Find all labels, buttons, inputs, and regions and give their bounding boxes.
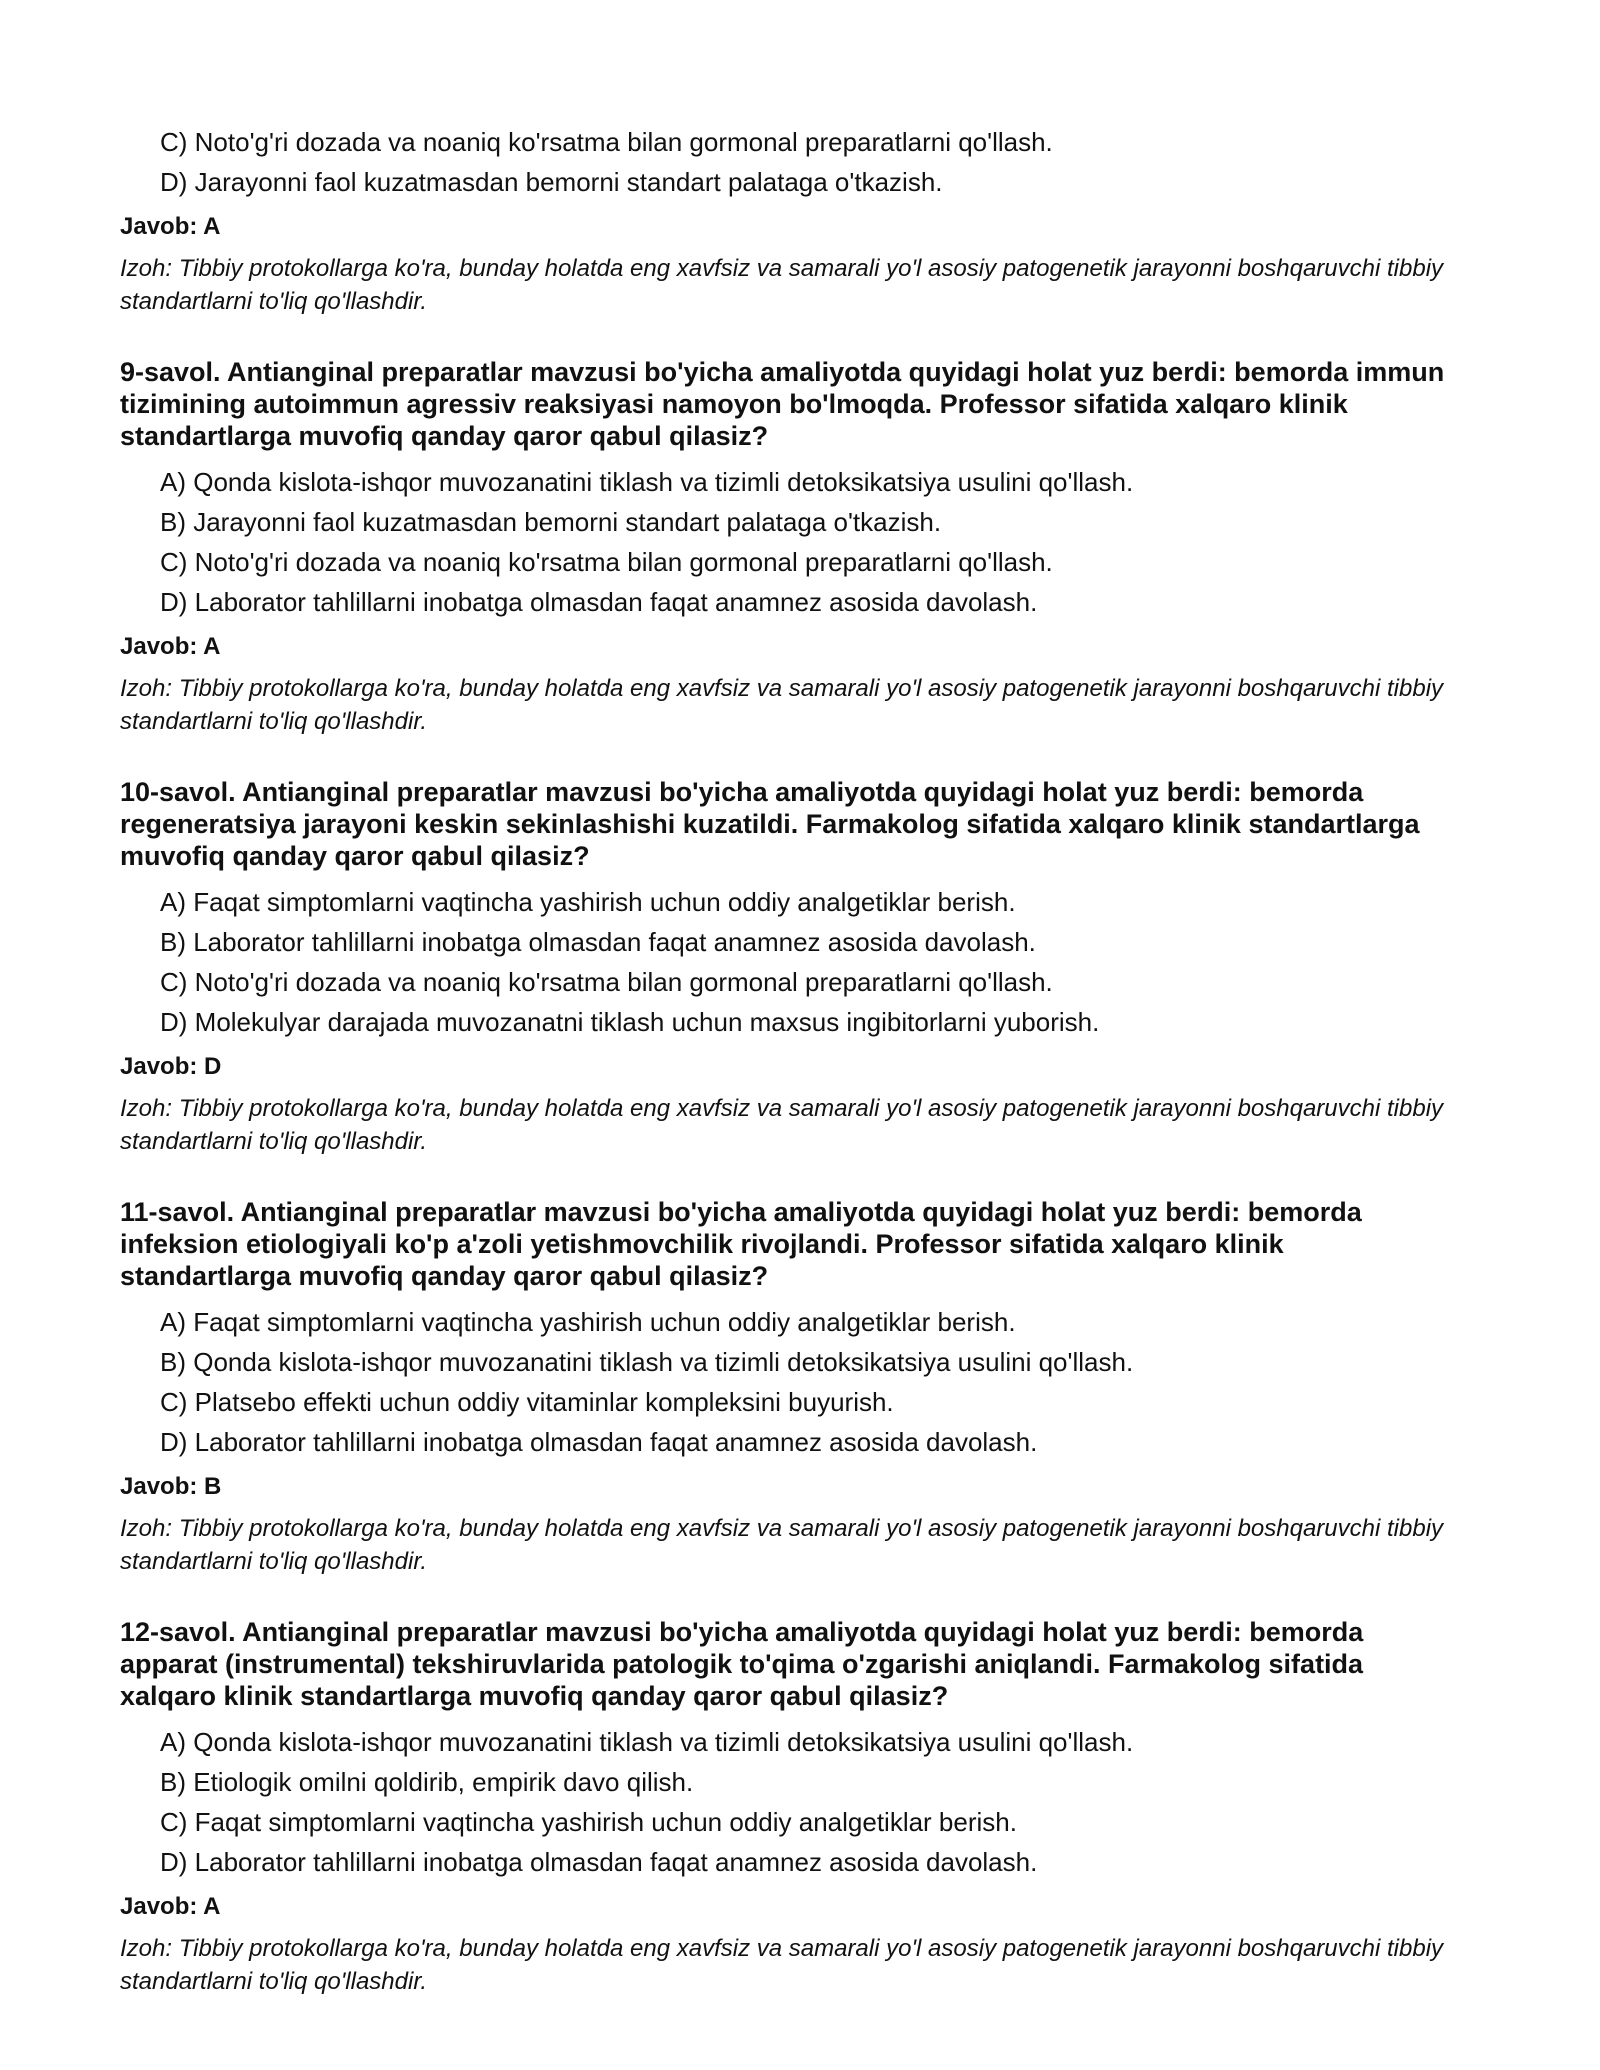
question-title: 9-savol. Antianginal preparatlar mavzusi bo'yicha amaliyotda quyidagi holat yuz berdi: bemorda immun tizimining autoimmun agressiv reaksiyasi namoyon bo'lmoqda. Professor sifatida xalqaro klinik standartlarga muvofiq qanday qaror qabul qilasiz? — [120, 357, 1445, 451]
answer-label: Javob: A — [120, 213, 221, 240]
question-8-continued — [120, 122, 1455, 318]
option-c: C) Noto'g'ri dozada va noaniq ko'rsatma bilan gormonal preparatlarni qo'llash. — [160, 127, 1053, 157]
option-d: D) Laborator tahlillarni inobatga olmasdan faqat anamnez asosida davolash. — [160, 1847, 1038, 1877]
question-block-9 — [120, 356, 1455, 738]
question-block-10 — [120, 776, 1455, 1158]
option-d: D) Laborator tahlillarni inobatga olmasdan faqat anamnez asosida davolash. — [160, 587, 1038, 617]
option-b: B) Jarayonni faol kuzatmasdan bemorni standart palataga o'tkazish. — [160, 507, 942, 537]
option-b: B) Qonda kislota-ishqor muvozanatini tiklash va tizimli detoksikatsiya usulini qo'llash. — [160, 1347, 1134, 1377]
option-a: A) Qonda kislota-ishqor muvozanatini tiklash va tizimli detoksikatsiya usulini qo'llash. — [160, 1727, 1134, 1757]
question-block-11 — [120, 1196, 1455, 1578]
answer-label: Javob: A — [120, 1893, 221, 1920]
option-c: C) Noto'g'ri dozada va noaniq ko'rsatma bilan gormonal preparatlarni qo'llash. — [160, 547, 1053, 577]
option-c: C) Faqat simptomlarni vaqtincha yashirish uchun oddiy analgetiklar berish. — [160, 1807, 1017, 1837]
option-a: A) Faqat simptomlarni vaqtincha yashirish uchun oddiy analgetiklar berish. — [160, 887, 1016, 917]
option-c: C) Platsebo effekti uchun oddiy vitaminlar kompleksini buyurish. — [160, 1387, 894, 1417]
answer-label: Javob: B — [120, 1473, 222, 1500]
question-title: 11-savol. Antianginal preparatlar mavzusi bo'yicha amaliyotda quyidagi holat yuz berdi: bemorda infeksion etiologiyali ko'p a'zoli yetishmovchilik rivojlandi. Professor sifatida xalqaro klinik standartlarga muvofiq qanday qaror qabul qilasiz? — [120, 1197, 1362, 1291]
option-b: B) Laborator tahlillarni inobatga olmasdan faqat anamnez asosida davolash. — [160, 927, 1036, 957]
explanation-note: Izoh: Tibbiy protokollarga ko'ra, bunday holatda eng xavfsiz va samarali yo'l asosiy patogenetik jarayonni boshqaruvchi tibbiy standartlarni to'liq qo'llashdir. — [120, 675, 1444, 735]
option-a: A) Qonda kislota-ishqor muvozanatini tiklash va tizimli detoksikatsiya usulini qo'llash. — [160, 467, 1134, 497]
option-d: D) Laborator tahlillarni inobatga olmasdan faqat anamnez asosida davolash. — [160, 1427, 1038, 1457]
explanation-note: Izoh: Tibbiy protokollarga ko'ra, bunday holatda eng xavfsiz va samarali yo'l asosiy patogenetik jarayonni boshqaruvchi tibbiy standartlarni to'liq qo'llashdir. — [120, 255, 1444, 315]
explanation-note: Izoh: Tibbiy protokollarga ko'ra, bunday holatda eng xavfsiz va samarali yo'l asosiy patogenetik jarayonni boshqaruvchi tibbiy standartlarni to'liq qo'llashdir. — [120, 1935, 1444, 1995]
option-d: D) Jarayonni faol kuzatmasdan bemorni standart palataga o'tkazish. — [160, 167, 943, 197]
answer-label: Javob: D — [120, 1053, 222, 1080]
explanation-note: Izoh: Tibbiy protokollarga ko'ra, bunday holatda eng xavfsiz va samarali yo'l asosiy patogenetik jarayonni boshqaruvchi tibbiy standartlarni to'liq qo'llashdir. — [120, 1515, 1444, 1575]
question-block-12 — [120, 1616, 1455, 1998]
option-a: A) Faqat simptomlarni vaqtincha yashirish uchun oddiy analgetiklar berish. — [160, 1307, 1016, 1337]
option-d: D) Molekulyar darajada muvozanatni tiklash uchun maxsus ingibitorlarni yuborish. — [160, 1007, 1100, 1037]
question-title: 12-savol. Antianginal preparatlar mavzusi bo'yicha amaliyotda quyidagi holat yuz berdi: bemorda apparat (instrumental) tekshiruvlarida patologik to'qima o'zgarishi aniqlandi. Farmakolog sifatida xalqaro klinik standartlarga muvofiq qanday qaror qabul qilasiz? — [120, 1617, 1364, 1711]
option-b: B) Etiologik omilni qoldirib, empirik davo qilish. — [160, 1767, 694, 1797]
explanation-note: Izoh: Tibbiy protokollarga ko'ra, bunday holatda eng xavfsiz va samarali yo'l asosiy patogenetik jarayonni boshqaruvchi tibbiy standartlarni to'liq qo'llashdir. — [120, 1095, 1444, 1155]
answer-label: Javob: A — [120, 633, 221, 660]
question-title: 10-savol. Antianginal preparatlar mavzusi bo'yicha amaliyotda quyidagi holat yuz berdi: bemorda regeneratsiya jarayoni keskin sekinlashishi kuzatildi. Farmakolog sifatida xalqaro klinik standartlarga muvofiq qanday qaror qabul qilasiz? — [120, 777, 1420, 871]
option-c: C) Noto'g'ri dozada va noaniq ko'rsatma bilan gormonal preparatlarni qo'llash. — [160, 967, 1053, 997]
